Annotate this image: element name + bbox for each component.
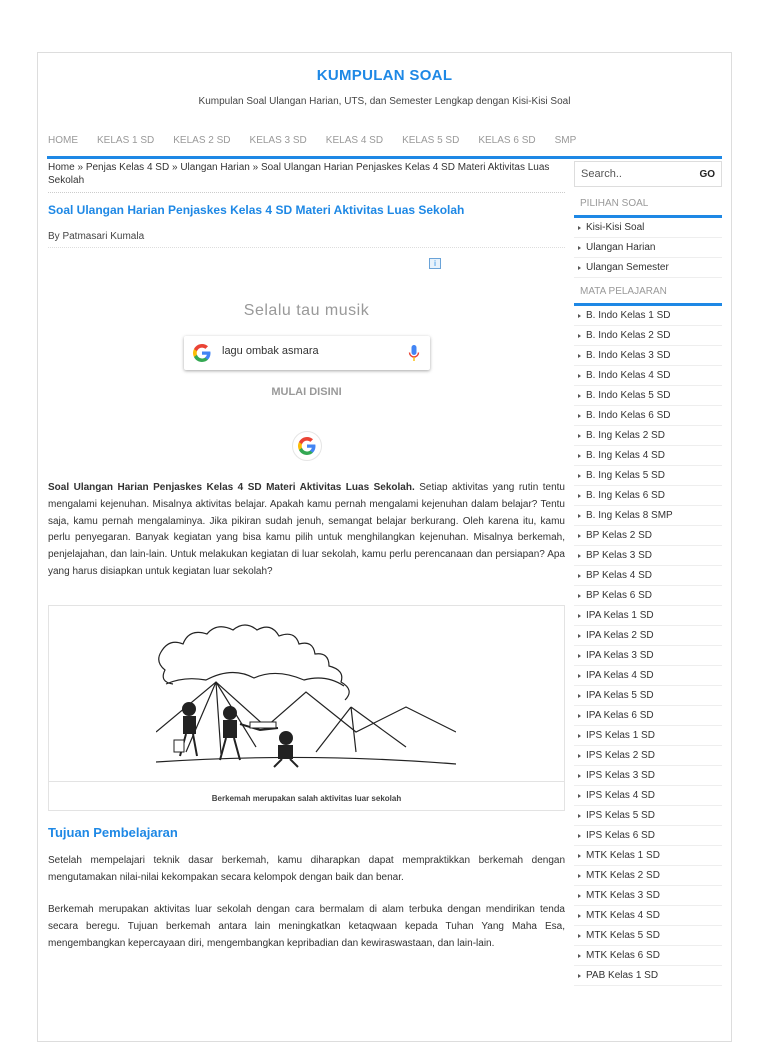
breadcrumb-home[interactable]: Home (48, 162, 75, 173)
sidebar (574, 161, 722, 986)
sidebar-item-pilihan[interactable]: Kisi-Kisi Soal (574, 218, 722, 238)
sidebar-item-mapel[interactable]: B. Indo Kelas 3 SD (574, 346, 722, 366)
sidebar-item-mapel[interactable]: IPA Kelas 3 SD (574, 646, 722, 666)
camping-figure (48, 605, 565, 811)
sidebar-item-mapel[interactable]: IPA Kelas 2 SD (574, 626, 722, 646)
nav-kelas-2[interactable]: KELAS 2 SD (173, 135, 231, 146)
sidebar-item-mapel[interactable]: B. Indo Kelas 4 SD (574, 366, 722, 386)
sidebar-item-mapel[interactable]: IPA Kelas 5 SD (574, 686, 722, 706)
sidebar-item-pilihan[interactable]: Ulangan Semester (574, 258, 722, 278)
sidebar-item-mapel[interactable]: MTK Kelas 1 SD (574, 846, 722, 866)
search-go-button[interactable]: GO (699, 169, 715, 180)
paragraph-tujuan: Setelah mempelajari teknik dasar berkemah, kamu diharapkan dapat mempraktikkan berkemah dengan mengutamakan nilai-nilai kekompakan secara kelompok dengan baik dan benar. (48, 854, 565, 883)
breadcrumb-sep: » (77, 162, 84, 173)
sidebar-item-mapel[interactable]: IPS Kelas 5 SD (574, 806, 722, 826)
sidebar-item-mapel[interactable]: MTK Kelas 6 SD (574, 946, 722, 966)
mata-pelajaran-list (574, 306, 722, 986)
search-input[interactable]: Search.. (581, 168, 622, 180)
main-nav (48, 131, 595, 151)
sidebar-item-mapel[interactable]: IPA Kelas 6 SD (574, 706, 722, 726)
nav-kelas-3[interactable]: KELAS 3 SD (249, 135, 307, 146)
ad-cta[interactable]: MULAI DISINI (271, 386, 342, 398)
pilihan-soal-list (574, 218, 722, 278)
sidebar-item-mapel[interactable]: B. Indo Kelas 6 SD (574, 406, 722, 426)
sidebar-item-mapel[interactable]: B. Indo Kelas 1 SD (574, 306, 722, 326)
sidebar-item-mapel[interactable]: B. Indo Kelas 5 SD (574, 386, 722, 406)
sidebar-item-mapel[interactable]: BP Kelas 3 SD (574, 546, 722, 566)
nav-kelas-5[interactable]: KELAS 5 SD (402, 135, 460, 146)
sidebar-item-mapel[interactable]: BP Kelas 2 SD (574, 526, 722, 546)
breadcrumb-category[interactable]: Penjas Kelas 4 SD (85, 162, 170, 173)
breadcrumb (48, 161, 565, 193)
section-heading: Tujuan Pembelajaran (48, 824, 178, 840)
site-title[interactable]: KUMPULAN SOAL (316, 67, 453, 84)
sidebar-item-mapel[interactable]: IPS Kelas 6 SD (574, 826, 722, 846)
ad-banner[interactable] (48, 248, 565, 480)
microphone-icon (408, 344, 420, 362)
ad-search-box[interactable] (184, 336, 430, 370)
sidebar-item-mapel[interactable]: MTK Kelas 3 SD (574, 886, 722, 906)
ad-headline: Selalu tau musik (243, 302, 370, 319)
breadcrumb-subcategory[interactable]: Ulangan Harian (180, 162, 250, 173)
nav-smp[interactable]: SMP (554, 135, 577, 146)
breadcrumb-sep: » (252, 162, 259, 173)
post-byline: By Patmasari Kumala (48, 231, 565, 248)
sidebar-item-mapel[interactable]: B. Ing Kelas 5 SD (574, 466, 722, 486)
breadcrumb-current: Soal Ulangan Harian Penjaskes Kelas 4 SD Materi Aktivitas Luas Sekolah (48, 162, 550, 186)
widget-title-pilihan: PILIHAN SOAL (574, 198, 722, 218)
sidebar-item-mapel[interactable]: B. Ing Kelas 4 SD (574, 446, 722, 466)
sidebar-item-mapel[interactable]: IPS Kelas 1 SD (574, 726, 722, 746)
main-content (48, 161, 565, 953)
main-top-rule (47, 156, 564, 159)
sidebar-item-mapel[interactable]: B. Ing Kelas 8 SMP (574, 506, 722, 526)
site-description: Kumpulan Soal Ulangan Harian, UTS, dan Semester Lengkap dengan Kisi-Kisi Soal (198, 96, 571, 107)
nav-kelas-1[interactable]: KELAS 1 SD (97, 135, 155, 146)
figure-caption: Berkemah merupakan salah aktivitas luar sekolah (211, 793, 402, 803)
sidebar-item-pilihan[interactable]: Ulangan Harian (574, 238, 722, 258)
breadcrumb-sep: » (171, 162, 178, 173)
ad-info-icon[interactable]: i (429, 258, 441, 269)
sidebar-item-mapel[interactable]: BP Kelas 6 SD (574, 586, 722, 606)
nav-kelas-4[interactable]: KELAS 4 SD (325, 135, 384, 146)
sidebar-item-mapel[interactable]: BP Kelas 4 SD (574, 566, 722, 586)
sidebar-item-mapel[interactable]: MTK Kelas 2 SD (574, 866, 722, 886)
sidebar-item-mapel[interactable]: MTK Kelas 5 SD (574, 926, 722, 946)
widget-title-mapel: MATA PELAJARAN (574, 286, 722, 306)
sidebar-item-mapel[interactable]: B. Ing Kelas 6 SD (574, 486, 722, 506)
search-box (574, 161, 722, 187)
intro-bold: Soal Ulangan Harian Penjaskes Kelas 4 SD Materi Aktivitas Luas Sekolah. (48, 482, 415, 493)
sidebar-item-mapel[interactable]: B. Indo Kelas 2 SD (574, 326, 722, 346)
sidebar-item-mapel[interactable]: IPS Kelas 2 SD (574, 746, 722, 766)
sidebar-item-mapel[interactable]: IPS Kelas 4 SD (574, 786, 722, 806)
sidebar-item-mapel[interactable]: MTK Kelas 4 SD (574, 906, 722, 926)
google-logo-icon (292, 431, 322, 461)
camping-illustration (156, 612, 456, 772)
sidebar-item-mapel[interactable]: B. Ing Kelas 2 SD (574, 426, 722, 446)
sidebar-item-mapel[interactable]: IPA Kelas 1 SD (574, 606, 722, 626)
figure-caption-rule (49, 781, 564, 782)
nav-kelas-6[interactable]: KELAS 6 SD (478, 135, 536, 146)
google-g-icon (192, 343, 212, 363)
nav-home[interactable]: HOME (48, 135, 78, 146)
sidebar-item-mapel[interactable]: IPS Kelas 3 SD (574, 766, 722, 786)
post-title[interactable]: Soal Ulangan Harian Penjaskes Kelas 4 SD Materi Aktivitas Luas Sekolah (48, 203, 465, 217)
intro-text: Setiap aktivitas yang rutin tentu mengalami kejenuhan. Misalnya aktivitas belajar. Apakah kamu pernah mengalami kejenuhan dalam belajar? Tentu saja, kamu pernah mengalaminya. Jika pikiran sudah jenuh, semangat belajar berkurang. Oleh karena itu, kamu perlu penyegaran. Banyak kegiatan yang bisa kamu pilih untuk menghilangkan kejenuhan. Misalnya berkemah, penjelajahan, dan lain-lain. Untuk melakukan kegiatan di luar sekolah, kamu perlu perencanaan dan persiapan? Apa yang harus disiapkan untuk kegiatan luar sekolah? (48, 482, 565, 577)
intro-paragraph (48, 480, 565, 581)
page-container (37, 52, 732, 1042)
sidebar-item-mapel[interactable]: PAB Kelas 1 SD (574, 966, 722, 986)
ad-search-query: lagu ombak asmara (222, 345, 319, 357)
sidebar-item-mapel[interactable]: IPA Kelas 4 SD (574, 666, 722, 686)
paragraph-berkemah: Berkemah merupakan aktivitas luar sekolah dengan cara bermalam di alam terbuka dengan mendirikan tenda secara beregu. Tujuan berkemah antara lain meningkatkan ketaqwaan kepada Tuhan Yang Maha Esa, mengembangkan kepercayaan diri, mengembangkan kepribadian dan kewiraswastaan, dan lain-lain. (48, 904, 565, 949)
